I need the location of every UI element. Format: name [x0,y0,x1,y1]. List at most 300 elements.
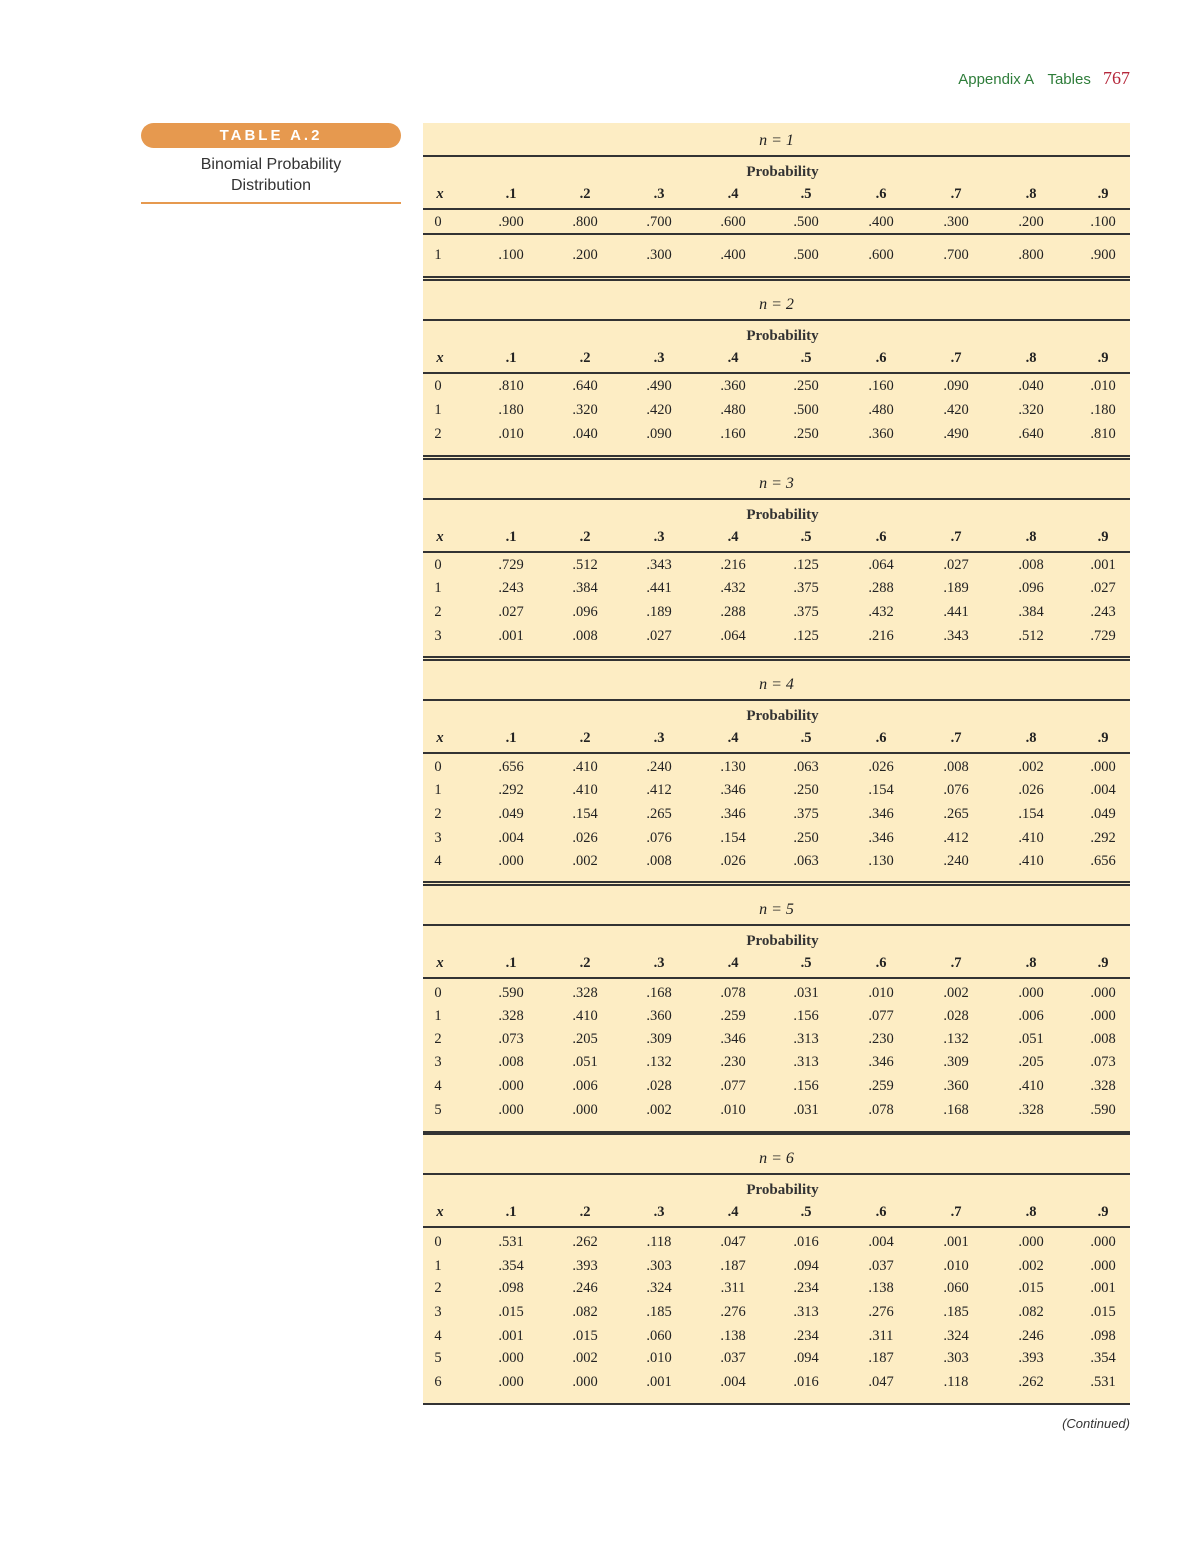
block-title: n = 2 [759,296,794,313]
block-title: n = 6 [759,1150,794,1167]
probability-value: .810 [1090,426,1116,442]
probability-value: .531 [1090,1374,1116,1390]
probability-value: .000 [498,1102,524,1118]
probability-value: .094 [793,1350,819,1366]
x-header: x [436,529,444,545]
probability-value: .004 [1090,782,1116,798]
probability-value: .118 [646,1234,672,1250]
probability-value: .216 [720,557,746,573]
probability-value: .259 [868,1078,894,1094]
probability-header: .4 [727,955,739,971]
probability-value: .125 [793,628,819,644]
probability-value: .096 [1018,580,1044,596]
probability-header: .1 [505,1204,517,1220]
probability-value: .040 [572,426,598,442]
probability-header: .8 [1025,529,1037,545]
probability-header: .5 [800,955,812,971]
probability-value: .078 [868,1102,894,1118]
probability-value: .354 [1090,1350,1116,1366]
probability-value: .027 [943,557,969,573]
probability-header: .3 [653,186,665,202]
row-x-value: 0 [434,557,442,573]
probability-value: .010 [1090,378,1116,394]
probability-value: .015 [1018,1280,1044,1296]
probability-label: Probability [746,933,819,949]
probability-value: .098 [1090,1328,1116,1344]
probability-value: .006 [572,1078,598,1094]
row-x-value: 0 [434,759,442,775]
probability-value: .216 [868,628,894,644]
probability-value: .008 [943,759,969,775]
probability-value: .640 [572,378,598,394]
table-caption [141,154,401,196]
probability-header: .4 [727,186,739,202]
probability-value: .311 [868,1328,894,1344]
probability-header: .9 [1097,186,1109,202]
caption-line-1: Binomial Probability [200,156,342,173]
probability-value: .900 [1090,247,1116,263]
row-x-value: 3 [434,1304,442,1320]
probability-value: .512 [572,557,598,573]
probability-value: .064 [868,557,894,573]
x-header: x [436,1204,444,1220]
probability-value: .076 [646,830,672,846]
probability-value: .077 [720,1078,746,1094]
probability-header: .8 [1025,350,1037,366]
probability-value: .051 [572,1054,598,1070]
probability-value: .016 [793,1234,819,1250]
probability-value: .303 [943,1350,969,1366]
probability-value: .346 [720,806,746,822]
probability-value: .313 [793,1054,819,1070]
probability-value: .000 [1018,1234,1044,1250]
block-bottom-rule [423,455,1130,457]
probability-value: .313 [793,1031,819,1047]
probability-value: .026 [1018,782,1044,798]
probability-value: .354 [498,1258,524,1274]
block-bottom-rule [423,1403,1130,1405]
probability-header: .1 [505,955,517,971]
probability-value: .500 [793,402,819,418]
row-x-value: 0 [434,985,442,1001]
probability-value: .008 [572,628,598,644]
probability-value: .001 [1090,1280,1116,1296]
probability-header: .9 [1097,529,1109,545]
probability-value: .432 [720,580,746,596]
probability-header: .6 [875,186,887,202]
probability-value: .189 [646,604,672,620]
probability-value: .001 [1090,557,1116,573]
probability-value: .002 [1018,759,1044,775]
title-rule [423,924,1130,926]
probability-value: .410 [1018,853,1044,869]
probability-value: .512 [1018,628,1044,644]
probability-value: .028 [646,1078,672,1094]
probability-value: .016 [793,1374,819,1390]
header-rule [423,372,1130,374]
probability-header: .3 [653,529,665,545]
probability-header: .5 [800,730,812,746]
probability-value: .320 [572,402,598,418]
probability-value: .004 [868,1234,894,1250]
probability-value: .410 [572,1008,598,1024]
probability-value: .132 [646,1054,672,1070]
probability-header: .5 [800,529,812,545]
probability-value: .000 [1090,1008,1116,1024]
probability-value: .160 [720,426,746,442]
probability-value: .090 [646,426,672,442]
probability-label: Probability [746,164,819,180]
probability-header: .9 [1097,350,1109,366]
probability-value: .000 [1090,759,1116,775]
probability-value: .243 [1090,604,1116,620]
probability-header: .6 [875,955,887,971]
row-x-value: 6 [434,1374,442,1390]
title-rule [423,1173,1130,1175]
probability-header: .1 [505,529,517,545]
probability-value: .410 [1018,830,1044,846]
probability-value: .262 [1018,1374,1044,1390]
probability-value: .800 [572,214,598,230]
probability-value: .240 [646,759,672,775]
probability-value: .656 [1090,853,1116,869]
probability-value: .343 [943,628,969,644]
probability-header: .2 [579,350,591,366]
probability-value: .187 [868,1350,894,1366]
header-rule [423,551,1130,553]
probability-value: .288 [720,604,746,620]
probability-value: .063 [793,759,819,775]
probability-label: Probability [746,507,819,523]
probability-value: .810 [498,378,524,394]
probability-value: .010 [646,1350,672,1366]
probability-header: .2 [579,186,591,202]
probability-value: .328 [572,985,598,1001]
probability-value: .250 [793,378,819,394]
probability-value: .384 [1018,604,1044,620]
probability-value: .156 [793,1078,819,1094]
row-x-value: 0 [434,1234,442,1250]
probability-value: .420 [646,402,672,418]
probability-value: .154 [868,782,894,798]
probability-value: .309 [943,1054,969,1070]
row-x-value: 5 [434,1350,442,1366]
probability-value: .265 [943,806,969,822]
probability-value: .600 [868,247,894,263]
probability-value: .015 [498,1304,524,1320]
x-header: x [436,730,444,746]
probability-header: .2 [579,1204,591,1220]
probability-value: .480 [720,402,746,418]
probability-value: .125 [793,557,819,573]
row-x-value: 0 [434,378,442,394]
probability-value: .027 [1090,580,1116,596]
probability-header: .4 [727,529,739,545]
probability-value: .303 [646,1258,672,1274]
page-number: 767 [1103,68,1130,88]
row-x-value: 1 [434,1008,442,1024]
header-rule [423,1226,1130,1228]
probability-value: .600 [720,214,746,230]
header-rule [423,752,1130,754]
row-x-value: 1 [434,580,442,596]
probability-header: .3 [653,730,665,746]
probability-header: .8 [1025,955,1037,971]
probability-header: .1 [505,350,517,366]
probability-header: .4 [727,730,739,746]
probability-value: .010 [498,426,524,442]
probability-value: .006 [1018,1008,1044,1024]
probability-value: .205 [572,1031,598,1047]
probability-value: .393 [1018,1350,1044,1366]
probability-header: .5 [800,186,812,202]
probability-value: .230 [868,1031,894,1047]
probability-value: .060 [943,1280,969,1296]
probability-header: .2 [579,730,591,746]
probability-value: .800 [1018,247,1044,263]
probability-value: .118 [943,1374,969,1390]
probability-value: .002 [943,985,969,1001]
probability-header: .1 [505,186,517,202]
probability-value: .205 [1018,1054,1044,1070]
block-top-rule [423,458,1130,460]
probability-value: .082 [1018,1304,1044,1320]
probability-value: .026 [868,759,894,775]
probability-value: .004 [498,830,524,846]
probability-header: .1 [505,730,517,746]
probability-value: .073 [1090,1054,1116,1070]
probability-header: .6 [875,1204,887,1220]
probability-header: .9 [1097,1204,1109,1220]
continued-note: (Continued) [1062,1416,1130,1431]
probability-value: .384 [572,580,598,596]
probability-value: .000 [498,853,524,869]
probability-value: .265 [646,806,672,822]
probability-header: .7 [950,350,962,366]
probability-label: Probability [746,1182,819,1198]
probability-value: .004 [720,1374,746,1390]
probability-value: .320 [1018,402,1044,418]
probability-value: .375 [793,580,819,596]
probability-value: .002 [646,1102,672,1118]
block-top-rule [423,884,1130,886]
probability-value: .246 [572,1280,598,1296]
probability-value: .243 [498,580,524,596]
probability-value: .343 [646,557,672,573]
probability-value: .064 [720,628,746,644]
probability-label: Probability [746,328,819,344]
probability-header: .7 [950,186,962,202]
probability-value: .292 [1090,830,1116,846]
probability-value: .200 [572,247,598,263]
probability-value: .328 [1090,1078,1116,1094]
probability-value: .094 [793,1258,819,1274]
page-header [958,68,1130,89]
probability-value: .060 [646,1328,672,1344]
probability-value: .047 [720,1234,746,1250]
probability-header: .6 [875,350,887,366]
probability-header: .2 [579,955,591,971]
probability-value: .154 [1018,806,1044,822]
probability-header: .7 [950,955,962,971]
probability-value: .008 [646,853,672,869]
probability-value: .130 [720,759,746,775]
probability-value: .328 [1018,1102,1044,1118]
probability-value: .026 [572,830,598,846]
probability-value: .180 [498,402,524,418]
probability-header: .9 [1097,955,1109,971]
probability-header: .3 [653,350,665,366]
probability-value: .259 [720,1008,746,1024]
probability-header: .6 [875,730,887,746]
probability-value: .328 [498,1008,524,1024]
probability-value: .375 [793,604,819,620]
caption-line-2: Distribution [230,177,312,194]
probability-value: .138 [720,1328,746,1344]
probability-value: .078 [720,985,746,1001]
probability-value: .500 [793,247,819,263]
row-x-value: 2 [434,1031,442,1047]
probability-value: .001 [498,628,524,644]
probability-value: .700 [943,247,969,263]
probability-value: .410 [572,759,598,775]
probability-value: .132 [943,1031,969,1047]
probability-value: .002 [1018,1258,1044,1274]
section-label: Tables [1047,71,1091,88]
probability-value: .432 [868,604,894,620]
probability-value: .441 [646,580,672,596]
probability-value: .010 [943,1258,969,1274]
probability-value: .250 [793,426,819,442]
probability-header: .9 [1097,730,1109,746]
probability-value: .130 [868,853,894,869]
row-x-value: 1 [434,402,442,418]
probability-value: .292 [498,782,524,798]
probability-value: .185 [646,1304,672,1320]
block-top-rule [423,1133,1130,1135]
probability-value: .008 [1090,1031,1116,1047]
probability-value: .360 [720,378,746,394]
probability-header: .2 [579,529,591,545]
block-bottom-rule [423,881,1130,883]
probability-value: .154 [572,806,598,822]
probability-value: .288 [868,580,894,596]
probability-header: .4 [727,1204,739,1220]
probability-value: .300 [646,247,672,263]
probability-header: .7 [950,529,962,545]
probability-value: .180 [1090,402,1116,418]
probability-value: .001 [498,1328,524,1344]
probability-value: .262 [572,1234,598,1250]
probability-value: .000 [498,1350,524,1366]
probability-value: .324 [646,1280,672,1296]
probability-value: .412 [646,782,672,798]
probability-value: .311 [720,1280,746,1296]
probability-header: .5 [800,350,812,366]
probability-value: .185 [943,1304,969,1320]
probability-header: .6 [875,529,887,545]
probability-value: .309 [646,1031,672,1047]
row-x-value: 1 [434,1258,442,1274]
probability-value: .082 [572,1304,598,1320]
binomial-table [423,123,1130,1405]
probability-value: .028 [943,1008,969,1024]
probability-value: .400 [868,214,894,230]
caption-divider [141,202,401,204]
probability-value: .138 [868,1280,894,1296]
probability-value: .098 [498,1280,524,1296]
probability-value: .900 [498,214,524,230]
probability-header: .8 [1025,730,1037,746]
probability-value: .049 [498,806,524,822]
title-rule [423,699,1130,701]
probability-value: .700 [646,214,672,230]
block-top-rule [423,659,1130,661]
probability-value: .360 [646,1008,672,1024]
probability-value: .168 [943,1102,969,1118]
table-badge: TABLE A.2 [141,123,401,148]
probability-value: .096 [572,604,598,620]
probability-value: .000 [1018,985,1044,1001]
probability-value: .189 [943,580,969,596]
probability-value: .100 [498,247,524,263]
probability-value: .000 [1090,985,1116,1001]
row-x-value: 4 [434,1078,442,1094]
probability-value: .008 [498,1054,524,1070]
probability-value: .015 [1090,1304,1116,1320]
probability-value: .076 [943,782,969,798]
probability-value: .729 [1090,628,1116,644]
probability-value: .001 [646,1374,672,1390]
probability-value: .000 [572,1102,598,1118]
probability-value: .346 [720,782,746,798]
probability-label: Probability [746,708,819,724]
probability-value: .047 [868,1374,894,1390]
probability-value: .234 [793,1280,819,1296]
probability-value: .375 [793,806,819,822]
x-header: x [436,186,444,202]
probability-value: .531 [498,1234,524,1250]
title-rule [423,498,1130,500]
x-header: x [436,955,444,971]
probability-value: .420 [943,402,969,418]
appendix-label: Appendix A [958,71,1034,88]
probability-value: .063 [793,853,819,869]
probability-value: .168 [646,985,672,1001]
probability-value: .640 [1018,426,1044,442]
row-x-value: 4 [434,853,442,869]
probability-value: .000 [1090,1234,1116,1250]
probability-value: .000 [498,1374,524,1390]
row-x-value: 1 [434,782,442,798]
row-x-value: 2 [434,806,442,822]
row-x-value: 3 [434,1054,442,1070]
row-x-value: 2 [434,604,442,620]
probability-value: .360 [943,1078,969,1094]
x-header: x [436,350,444,366]
row-x-value: 3 [434,830,442,846]
probability-value: .200 [1018,214,1044,230]
block-bottom-rule [423,276,1130,278]
probability-value: .590 [498,985,524,1001]
probability-value: .010 [868,985,894,1001]
probability-value: .230 [720,1054,746,1070]
probability-value: .073 [498,1031,524,1047]
probability-value: .000 [572,1374,598,1390]
probability-value: .090 [943,378,969,394]
probability-value: .276 [720,1304,746,1320]
row-x-value: 0 [434,214,442,230]
